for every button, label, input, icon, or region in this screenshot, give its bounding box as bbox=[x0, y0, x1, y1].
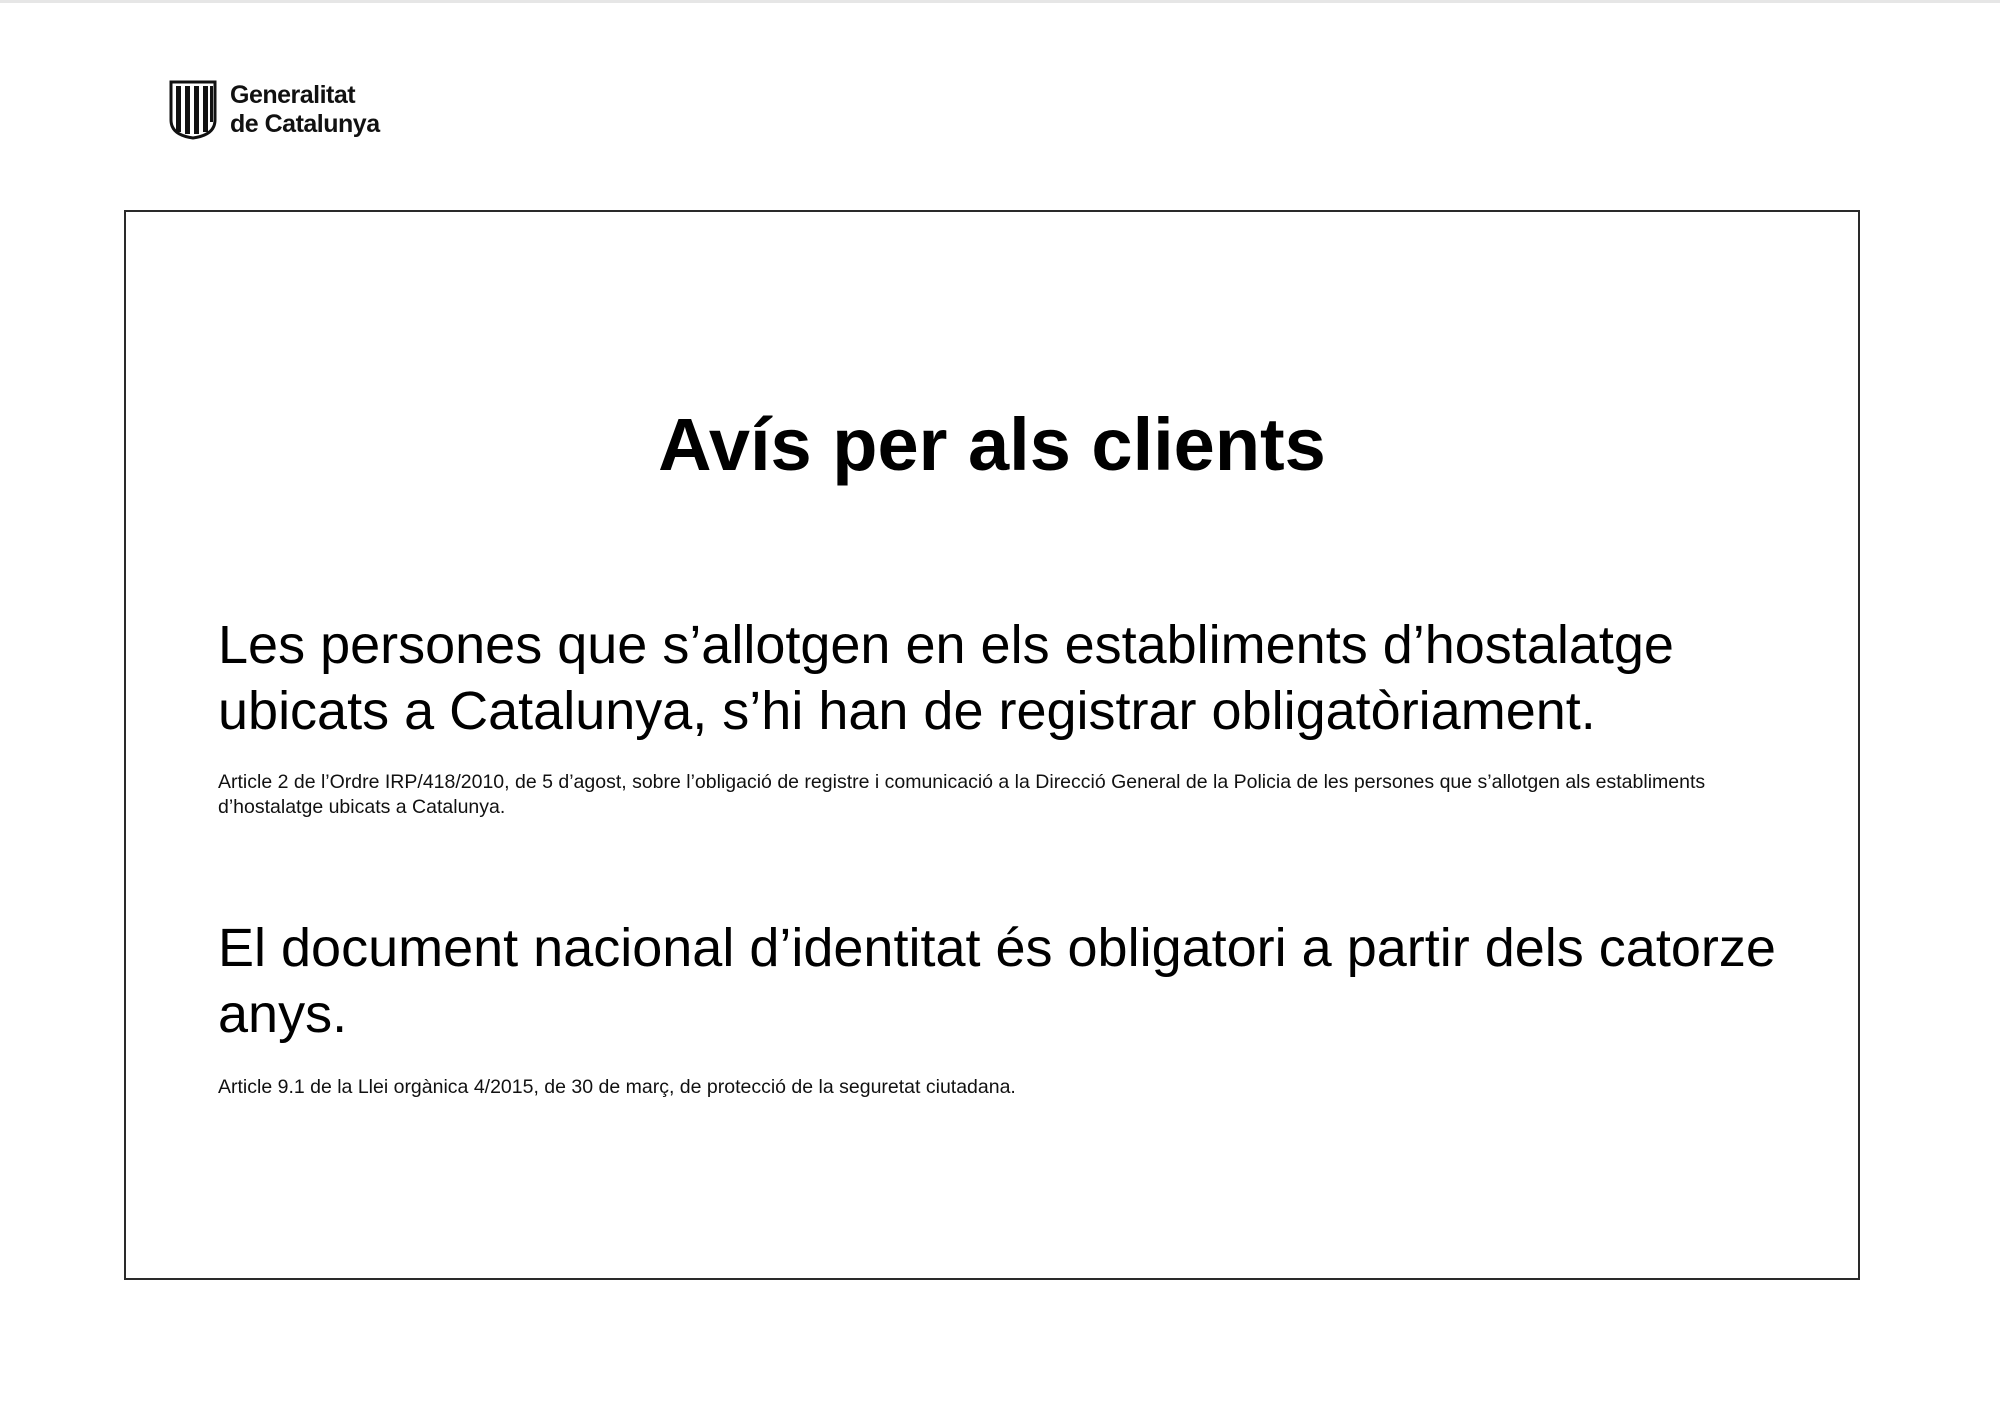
generalitat-logo bbox=[168, 78, 380, 142]
generalitat-emblem-icon bbox=[168, 80, 218, 140]
registration-statement: Les persones que s’allotgen en els establiments d’hostalatge ubicats a Catalunya, s’hi han de registrar obligatòriament. bbox=[218, 615, 1674, 741]
logo-line-1: Generalitat bbox=[230, 81, 356, 109]
logo-wordmark bbox=[230, 81, 380, 139]
page-top-rule bbox=[0, 0, 2000, 3]
registration-legal-reference: Article 2 de l’Ordre IRP/418/2010, de 5 d’agost, sobre l’obligació de registre i comunicació a la Direcció General de la Policia de les persones que s’allotgen als establiments d’hostalatge ubicats a Catalunya. bbox=[218, 771, 1706, 818]
notice-title: Avís per als clients bbox=[658, 403, 1326, 486]
notice-frame bbox=[124, 210, 1860, 1280]
logo-line-2: de Catalunya bbox=[230, 110, 380, 138]
id-document-statement: El document nacional d’identitat és obligatori a partir dels catorze anys. bbox=[218, 918, 1776, 1044]
id-document-legal-reference: Article 9.1 de la Llei orgànica 4/2015, de 30 de març, de protecció de la seguretat ciutadana. bbox=[218, 1076, 1016, 1098]
